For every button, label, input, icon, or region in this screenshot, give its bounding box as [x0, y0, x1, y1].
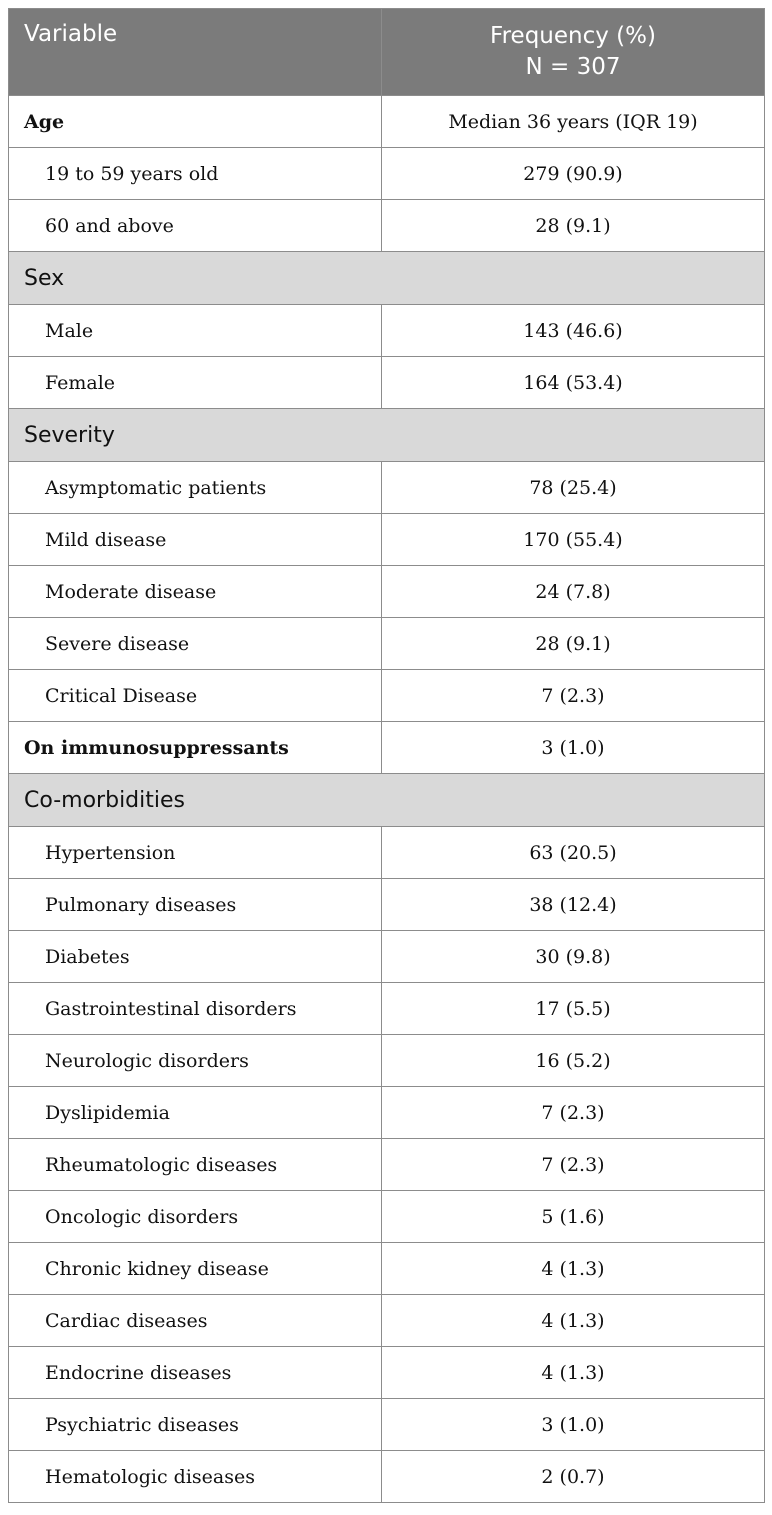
row-label: Diabetes — [9, 931, 382, 983]
row-value: 16 (5.2) — [382, 1035, 765, 1087]
table-row — [9, 1295, 765, 1347]
row-label: 19 to 59 years old — [9, 148, 382, 200]
frequency-table — [8, 8, 765, 1503]
row-value: 3 (1.0) — [382, 1399, 765, 1451]
row-value: 63 (20.5) — [382, 827, 765, 879]
row-value: 4 (1.3) — [382, 1347, 765, 1399]
header-row — [9, 9, 765, 96]
row-label: Pulmonary diseases — [9, 879, 382, 931]
row-label: Severe disease — [9, 618, 382, 670]
row-value: 2 (0.7) — [382, 1451, 765, 1503]
table-row — [9, 931, 765, 983]
row-label: Female — [9, 357, 382, 409]
header-frequency-line2: N = 307 — [525, 54, 621, 80]
section-row — [9, 409, 765, 462]
row-value: 30 (9.8) — [382, 931, 765, 983]
section-label: Co-morbidities — [9, 774, 765, 827]
table-row — [9, 96, 765, 148]
row-label: 60 and above — [9, 200, 382, 252]
table-row — [9, 1191, 765, 1243]
table-header — [9, 9, 765, 96]
table-row — [9, 618, 765, 670]
section-label: Severity — [9, 409, 765, 462]
row-label: Rheumatologic diseases — [9, 1139, 382, 1191]
row-value: 5 (1.6) — [382, 1191, 765, 1243]
table-row — [9, 566, 765, 618]
table-row — [9, 1139, 765, 1191]
table-row — [9, 1399, 765, 1451]
table-row — [9, 1243, 765, 1295]
row-value: 7 (2.3) — [382, 1139, 765, 1191]
row-value: Median 36 years (IQR 19) — [382, 96, 765, 148]
row-value: 28 (9.1) — [382, 618, 765, 670]
row-label: Gastrointestinal disorders — [9, 983, 382, 1035]
row-value: 170 (55.4) — [382, 514, 765, 566]
row-value: 143 (46.6) — [382, 305, 765, 357]
table-row — [9, 305, 765, 357]
header-frequency — [382, 9, 765, 96]
row-value: 78 (25.4) — [382, 462, 765, 514]
row-value: 4 (1.3) — [382, 1243, 765, 1295]
table-row — [9, 1451, 765, 1503]
section-row — [9, 774, 765, 827]
row-label: Endocrine diseases — [9, 1347, 382, 1399]
row-value: 164 (53.4) — [382, 357, 765, 409]
row-label: Moderate disease — [9, 566, 382, 618]
row-value: 24 (7.8) — [382, 566, 765, 618]
table-row — [9, 827, 765, 879]
row-label: Cardiac diseases — [9, 1295, 382, 1347]
header-frequency-line1: Frequency (%) — [490, 23, 656, 49]
row-value: 4 (1.3) — [382, 1295, 765, 1347]
row-value: 7 (2.3) — [382, 1087, 765, 1139]
table-row — [9, 670, 765, 722]
table-row — [9, 1087, 765, 1139]
table-row — [9, 1035, 765, 1087]
row-label: Dyslipidemia — [9, 1087, 382, 1139]
row-value: 17 (5.5) — [382, 983, 765, 1035]
row-label: Hypertension — [9, 827, 382, 879]
row-value: 3 (1.0) — [382, 722, 765, 774]
table-row — [9, 983, 765, 1035]
row-label: Age — [9, 96, 382, 148]
section-label: Sex — [9, 252, 765, 305]
table-row — [9, 357, 765, 409]
row-value: 38 (12.4) — [382, 879, 765, 931]
table-row — [9, 1347, 765, 1399]
row-label: Neurologic disorders — [9, 1035, 382, 1087]
row-label: Hematologic diseases — [9, 1451, 382, 1503]
row-label: Critical Disease — [9, 670, 382, 722]
table-row — [9, 148, 765, 200]
table-row — [9, 200, 765, 252]
row-label: On immunosuppressants — [9, 722, 382, 774]
header-variable: Variable — [9, 9, 382, 96]
section-row — [9, 252, 765, 305]
table-row — [9, 879, 765, 931]
row-value: 7 (2.3) — [382, 670, 765, 722]
row-value: 279 (90.9) — [382, 148, 765, 200]
row-label: Asymptomatic patients — [9, 462, 382, 514]
table-row — [9, 514, 765, 566]
table-row — [9, 722, 765, 774]
row-label: Male — [9, 305, 382, 357]
row-label: Mild disease — [9, 514, 382, 566]
table-row — [9, 462, 765, 514]
row-label: Oncologic disorders — [9, 1191, 382, 1243]
row-value: 28 (9.1) — [382, 200, 765, 252]
row-label: Chronic kidney disease — [9, 1243, 382, 1295]
table-body — [9, 96, 765, 1503]
row-label: Psychiatric diseases — [9, 1399, 382, 1451]
